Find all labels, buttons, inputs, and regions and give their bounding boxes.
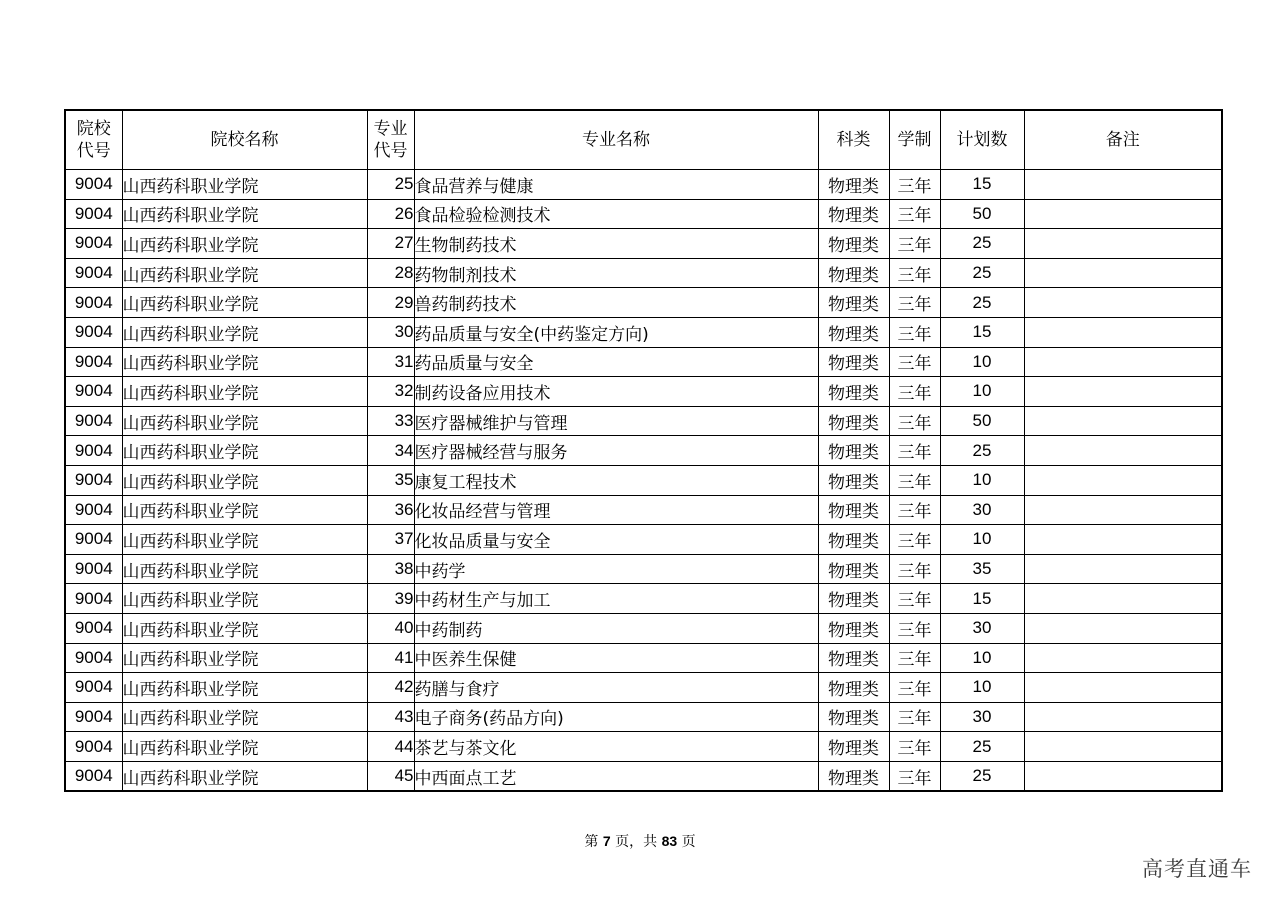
cell-major-name: 中药学 — [414, 554, 818, 584]
cell-major-code: 27 — [367, 229, 414, 259]
cell-plan-count: 25 — [940, 229, 1024, 259]
cell-duration: 三年 — [889, 406, 940, 436]
enrollment-plan-table — [64, 109, 1223, 792]
cell-major-name: 食品营养与健康 — [414, 170, 818, 200]
cell-category: 物理类 — [818, 732, 889, 762]
page-footer — [0, 831, 1280, 851]
cell-category: 物理类 — [818, 317, 889, 347]
cell-school-code: 9004 — [65, 377, 122, 407]
cell-school-code: 9004 — [65, 170, 122, 200]
cell-school-name: 山西药科职业学院 — [122, 436, 367, 466]
cell-category: 物理类 — [818, 258, 889, 288]
cell-category: 物理类 — [818, 643, 889, 673]
cell-school-name: 山西药科职业学院 — [122, 377, 367, 407]
cell-plan-count: 15 — [940, 170, 1024, 200]
cell-duration: 三年 — [889, 170, 940, 200]
cell-major-code: 25 — [367, 170, 414, 200]
cell-school-name: 山西药科职业学院 — [122, 258, 367, 288]
header-major-code — [367, 110, 414, 170]
cell-plan-count: 10 — [940, 377, 1024, 407]
cell-school-name: 山西药科职业学院 — [122, 554, 367, 584]
cell-major-code: 30 — [367, 317, 414, 347]
cell-plan-count: 25 — [940, 258, 1024, 288]
cell-remark — [1024, 584, 1222, 614]
table-row — [65, 377, 1222, 407]
cell-plan-count: 25 — [940, 436, 1024, 466]
cell-plan-count: 50 — [940, 406, 1024, 436]
table-row — [65, 258, 1222, 288]
cell-plan-count: 10 — [940, 525, 1024, 555]
cell-duration: 三年 — [889, 288, 940, 318]
footer-suffix: 页 — [677, 834, 696, 850]
table-row — [65, 732, 1222, 762]
cell-major-code: 33 — [367, 406, 414, 436]
cell-remark — [1024, 643, 1222, 673]
cell-remark — [1024, 170, 1222, 200]
table-row — [65, 465, 1222, 495]
cell-plan-count: 25 — [940, 761, 1024, 791]
cell-major-name: 药品质量与安全(中药鉴定方向) — [414, 317, 818, 347]
cell-duration: 三年 — [889, 495, 940, 525]
cell-school-code: 9004 — [65, 347, 122, 377]
cell-major-code: 40 — [367, 613, 414, 643]
cell-major-name: 药膳与食疗 — [414, 673, 818, 703]
cell-remark — [1024, 702, 1222, 732]
table-row — [65, 436, 1222, 466]
header-school-code-line2: 代号 — [76, 141, 111, 161]
cell-plan-count: 10 — [940, 643, 1024, 673]
table-row — [65, 613, 1222, 643]
cell-category: 物理类 — [818, 673, 889, 703]
cell-major-name: 兽药制药技术 — [414, 288, 818, 318]
footer-current-page: 7 — [602, 833, 611, 849]
cell-plan-count: 30 — [940, 702, 1024, 732]
cell-school-code: 9004 — [65, 613, 122, 643]
table-row — [65, 702, 1222, 732]
table-row — [65, 525, 1222, 555]
cell-plan-count: 10 — [940, 673, 1024, 703]
cell-school-code: 9004 — [65, 229, 122, 259]
header-duration: 学制 — [889, 110, 940, 170]
cell-major-name: 制药设备应用技术 — [414, 377, 818, 407]
cell-major-code: 42 — [367, 673, 414, 703]
cell-remark — [1024, 199, 1222, 229]
cell-school-code: 9004 — [65, 525, 122, 555]
cell-major-code: 28 — [367, 258, 414, 288]
cell-major-name: 中药材生产与加工 — [414, 584, 818, 614]
table-row — [65, 199, 1222, 229]
cell-major-name: 茶艺与茶文化 — [414, 732, 818, 762]
cell-category: 物理类 — [818, 761, 889, 791]
table-row — [65, 288, 1222, 318]
header-remarks: 备注 — [1024, 110, 1222, 170]
cell-plan-count: 25 — [940, 732, 1024, 762]
cell-category: 物理类 — [818, 613, 889, 643]
cell-category: 物理类 — [818, 495, 889, 525]
header-major-code-line1: 专业 — [373, 119, 408, 139]
cell-major-code: 39 — [367, 584, 414, 614]
cell-school-name: 山西药科职业学院 — [122, 584, 367, 614]
cell-category: 物理类 — [818, 584, 889, 614]
table-row — [65, 317, 1222, 347]
cell-school-code: 9004 — [65, 317, 122, 347]
cell-major-code: 32 — [367, 377, 414, 407]
header-major-code-line2: 代号 — [373, 141, 408, 161]
cell-major-code: 34 — [367, 436, 414, 466]
cell-major-code: 44 — [367, 732, 414, 762]
cell-major-name: 中药制药 — [414, 613, 818, 643]
cell-major-code: 26 — [367, 199, 414, 229]
cell-remark — [1024, 732, 1222, 762]
table-row — [65, 554, 1222, 584]
table-row — [65, 170, 1222, 200]
cell-school-name: 山西药科职业学院 — [122, 347, 367, 377]
cell-school-name: 山西药科职业学院 — [122, 170, 367, 200]
cell-major-name: 化妆品经营与管理 — [414, 495, 818, 525]
cell-duration: 三年 — [889, 199, 940, 229]
cell-duration: 三年 — [889, 761, 940, 791]
cell-duration: 三年 — [889, 436, 940, 466]
cell-remark — [1024, 554, 1222, 584]
cell-major-code: 38 — [367, 554, 414, 584]
cell-duration: 三年 — [889, 258, 940, 288]
cell-school-code: 9004 — [65, 702, 122, 732]
cell-major-name: 生物制药技术 — [414, 229, 818, 259]
cell-remark — [1024, 288, 1222, 318]
cell-category: 物理类 — [818, 554, 889, 584]
cell-plan-count: 15 — [940, 317, 1024, 347]
cell-duration: 三年 — [889, 347, 940, 377]
cell-duration: 三年 — [889, 613, 940, 643]
header-school-code — [65, 110, 122, 170]
cell-school-code: 9004 — [65, 554, 122, 584]
cell-major-name: 中医养生保健 — [414, 643, 818, 673]
cell-duration: 三年 — [889, 702, 940, 732]
cell-school-name: 山西药科职业学院 — [122, 732, 367, 762]
cell-remark — [1024, 465, 1222, 495]
cell-school-name: 山西药科职业学院 — [122, 288, 367, 318]
cell-major-code: 37 — [367, 525, 414, 555]
cell-plan-count: 30 — [940, 613, 1024, 643]
table-row — [65, 406, 1222, 436]
cell-duration: 三年 — [889, 732, 940, 762]
cell-category: 物理类 — [818, 406, 889, 436]
footer-middle: 页，共 — [610, 834, 662, 850]
cell-school-name: 山西药科职业学院 — [122, 673, 367, 703]
cell-category: 物理类 — [818, 525, 889, 555]
cell-school-code: 9004 — [65, 258, 122, 288]
cell-school-code: 9004 — [65, 406, 122, 436]
cell-category: 物理类 — [818, 288, 889, 318]
cell-school-name: 山西药科职业学院 — [122, 761, 367, 791]
header-plan-count: 计划数 — [940, 110, 1024, 170]
watermark-text: 高考直通车 — [1142, 857, 1252, 881]
header-major-name: 专业名称 — [414, 110, 818, 170]
cell-school-code: 9004 — [65, 761, 122, 791]
table-body — [65, 170, 1222, 792]
cell-remark — [1024, 436, 1222, 466]
cell-school-name: 山西药科职业学院 — [122, 495, 367, 525]
cell-duration: 三年 — [889, 377, 940, 407]
table-row — [65, 495, 1222, 525]
cell-plan-count: 50 — [940, 199, 1024, 229]
cell-plan-count: 10 — [940, 347, 1024, 377]
cell-category: 物理类 — [818, 199, 889, 229]
cell-duration: 三年 — [889, 584, 940, 614]
cell-plan-count: 35 — [940, 554, 1024, 584]
cell-plan-count: 10 — [940, 465, 1024, 495]
cell-school-code: 9004 — [65, 495, 122, 525]
footer-prefix: 第 — [584, 834, 603, 850]
cell-duration: 三年 — [889, 317, 940, 347]
cell-major-code: 45 — [367, 761, 414, 791]
cell-major-code: 43 — [367, 702, 414, 732]
cell-major-name: 化妆品质量与安全 — [414, 525, 818, 555]
cell-duration: 三年 — [889, 465, 940, 495]
cell-remark — [1024, 377, 1222, 407]
cell-school-name: 山西药科职业学院 — [122, 525, 367, 555]
cell-remark — [1024, 525, 1222, 555]
cell-category: 物理类 — [818, 377, 889, 407]
table-row — [65, 761, 1222, 791]
cell-major-code: 41 — [367, 643, 414, 673]
cell-school-code: 9004 — [65, 584, 122, 614]
cell-major-name: 食品检验检测技术 — [414, 199, 818, 229]
cell-major-name: 医疗器械维护与管理 — [414, 406, 818, 436]
cell-category: 物理类 — [818, 465, 889, 495]
cell-remark — [1024, 406, 1222, 436]
cell-school-code: 9004 — [65, 288, 122, 318]
cell-category: 物理类 — [818, 229, 889, 259]
cell-major-name: 康复工程技术 — [414, 465, 818, 495]
cell-plan-count: 15 — [940, 584, 1024, 614]
cell-remark — [1024, 258, 1222, 288]
header-row — [65, 110, 1222, 170]
cell-category: 物理类 — [818, 347, 889, 377]
header-category: 科类 — [818, 110, 889, 170]
table-row — [65, 229, 1222, 259]
cell-major-name: 药物制剂技术 — [414, 258, 818, 288]
cell-remark — [1024, 761, 1222, 791]
cell-school-code: 9004 — [65, 436, 122, 466]
cell-school-code: 9004 — [65, 643, 122, 673]
cell-plan-count: 30 — [940, 495, 1024, 525]
table-header — [65, 110, 1222, 170]
cell-school-name: 山西药科职业学院 — [122, 613, 367, 643]
cell-duration: 三年 — [889, 554, 940, 584]
cell-school-code: 9004 — [65, 732, 122, 762]
table-row — [65, 643, 1222, 673]
table-row — [65, 584, 1222, 614]
cell-school-name: 山西药科职业学院 — [122, 465, 367, 495]
cell-category: 物理类 — [818, 170, 889, 200]
cell-school-name: 山西药科职业学院 — [122, 643, 367, 673]
cell-major-code: 31 — [367, 347, 414, 377]
cell-school-name: 山西药科职业学院 — [122, 702, 367, 732]
cell-category: 物理类 — [818, 436, 889, 466]
cell-plan-count: 25 — [940, 288, 1024, 318]
cell-duration: 三年 — [889, 229, 940, 259]
cell-school-code: 9004 — [65, 673, 122, 703]
cell-school-name: 山西药科职业学院 — [122, 199, 367, 229]
footer-total-pages: 83 — [661, 833, 678, 849]
cell-duration: 三年 — [889, 525, 940, 555]
cell-remark — [1024, 495, 1222, 525]
cell-remark — [1024, 347, 1222, 377]
cell-major-code: 36 — [367, 495, 414, 525]
cell-duration: 三年 — [889, 673, 940, 703]
cell-major-code: 35 — [367, 465, 414, 495]
header-school-name: 院校名称 — [122, 110, 367, 170]
cell-remark — [1024, 673, 1222, 703]
table-row — [65, 347, 1222, 377]
cell-school-code: 9004 — [65, 465, 122, 495]
table-row — [65, 673, 1222, 703]
cell-duration: 三年 — [889, 643, 940, 673]
cell-major-name: 中西面点工艺 — [414, 761, 818, 791]
cell-school-name: 山西药科职业学院 — [122, 229, 367, 259]
cell-major-code: 29 — [367, 288, 414, 318]
cell-school-name: 山西药科职业学院 — [122, 317, 367, 347]
cell-major-name: 医疗器械经营与服务 — [414, 436, 818, 466]
cell-major-name: 电子商务(药品方向) — [414, 702, 818, 732]
header-school-code-line1: 院校 — [76, 119, 111, 139]
cell-school-code: 9004 — [65, 199, 122, 229]
cell-major-name: 药品质量与安全 — [414, 347, 818, 377]
cell-school-name: 山西药科职业学院 — [122, 406, 367, 436]
cell-remark — [1024, 229, 1222, 259]
cell-remark — [1024, 613, 1222, 643]
cell-category: 物理类 — [818, 702, 889, 732]
cell-remark — [1024, 317, 1222, 347]
